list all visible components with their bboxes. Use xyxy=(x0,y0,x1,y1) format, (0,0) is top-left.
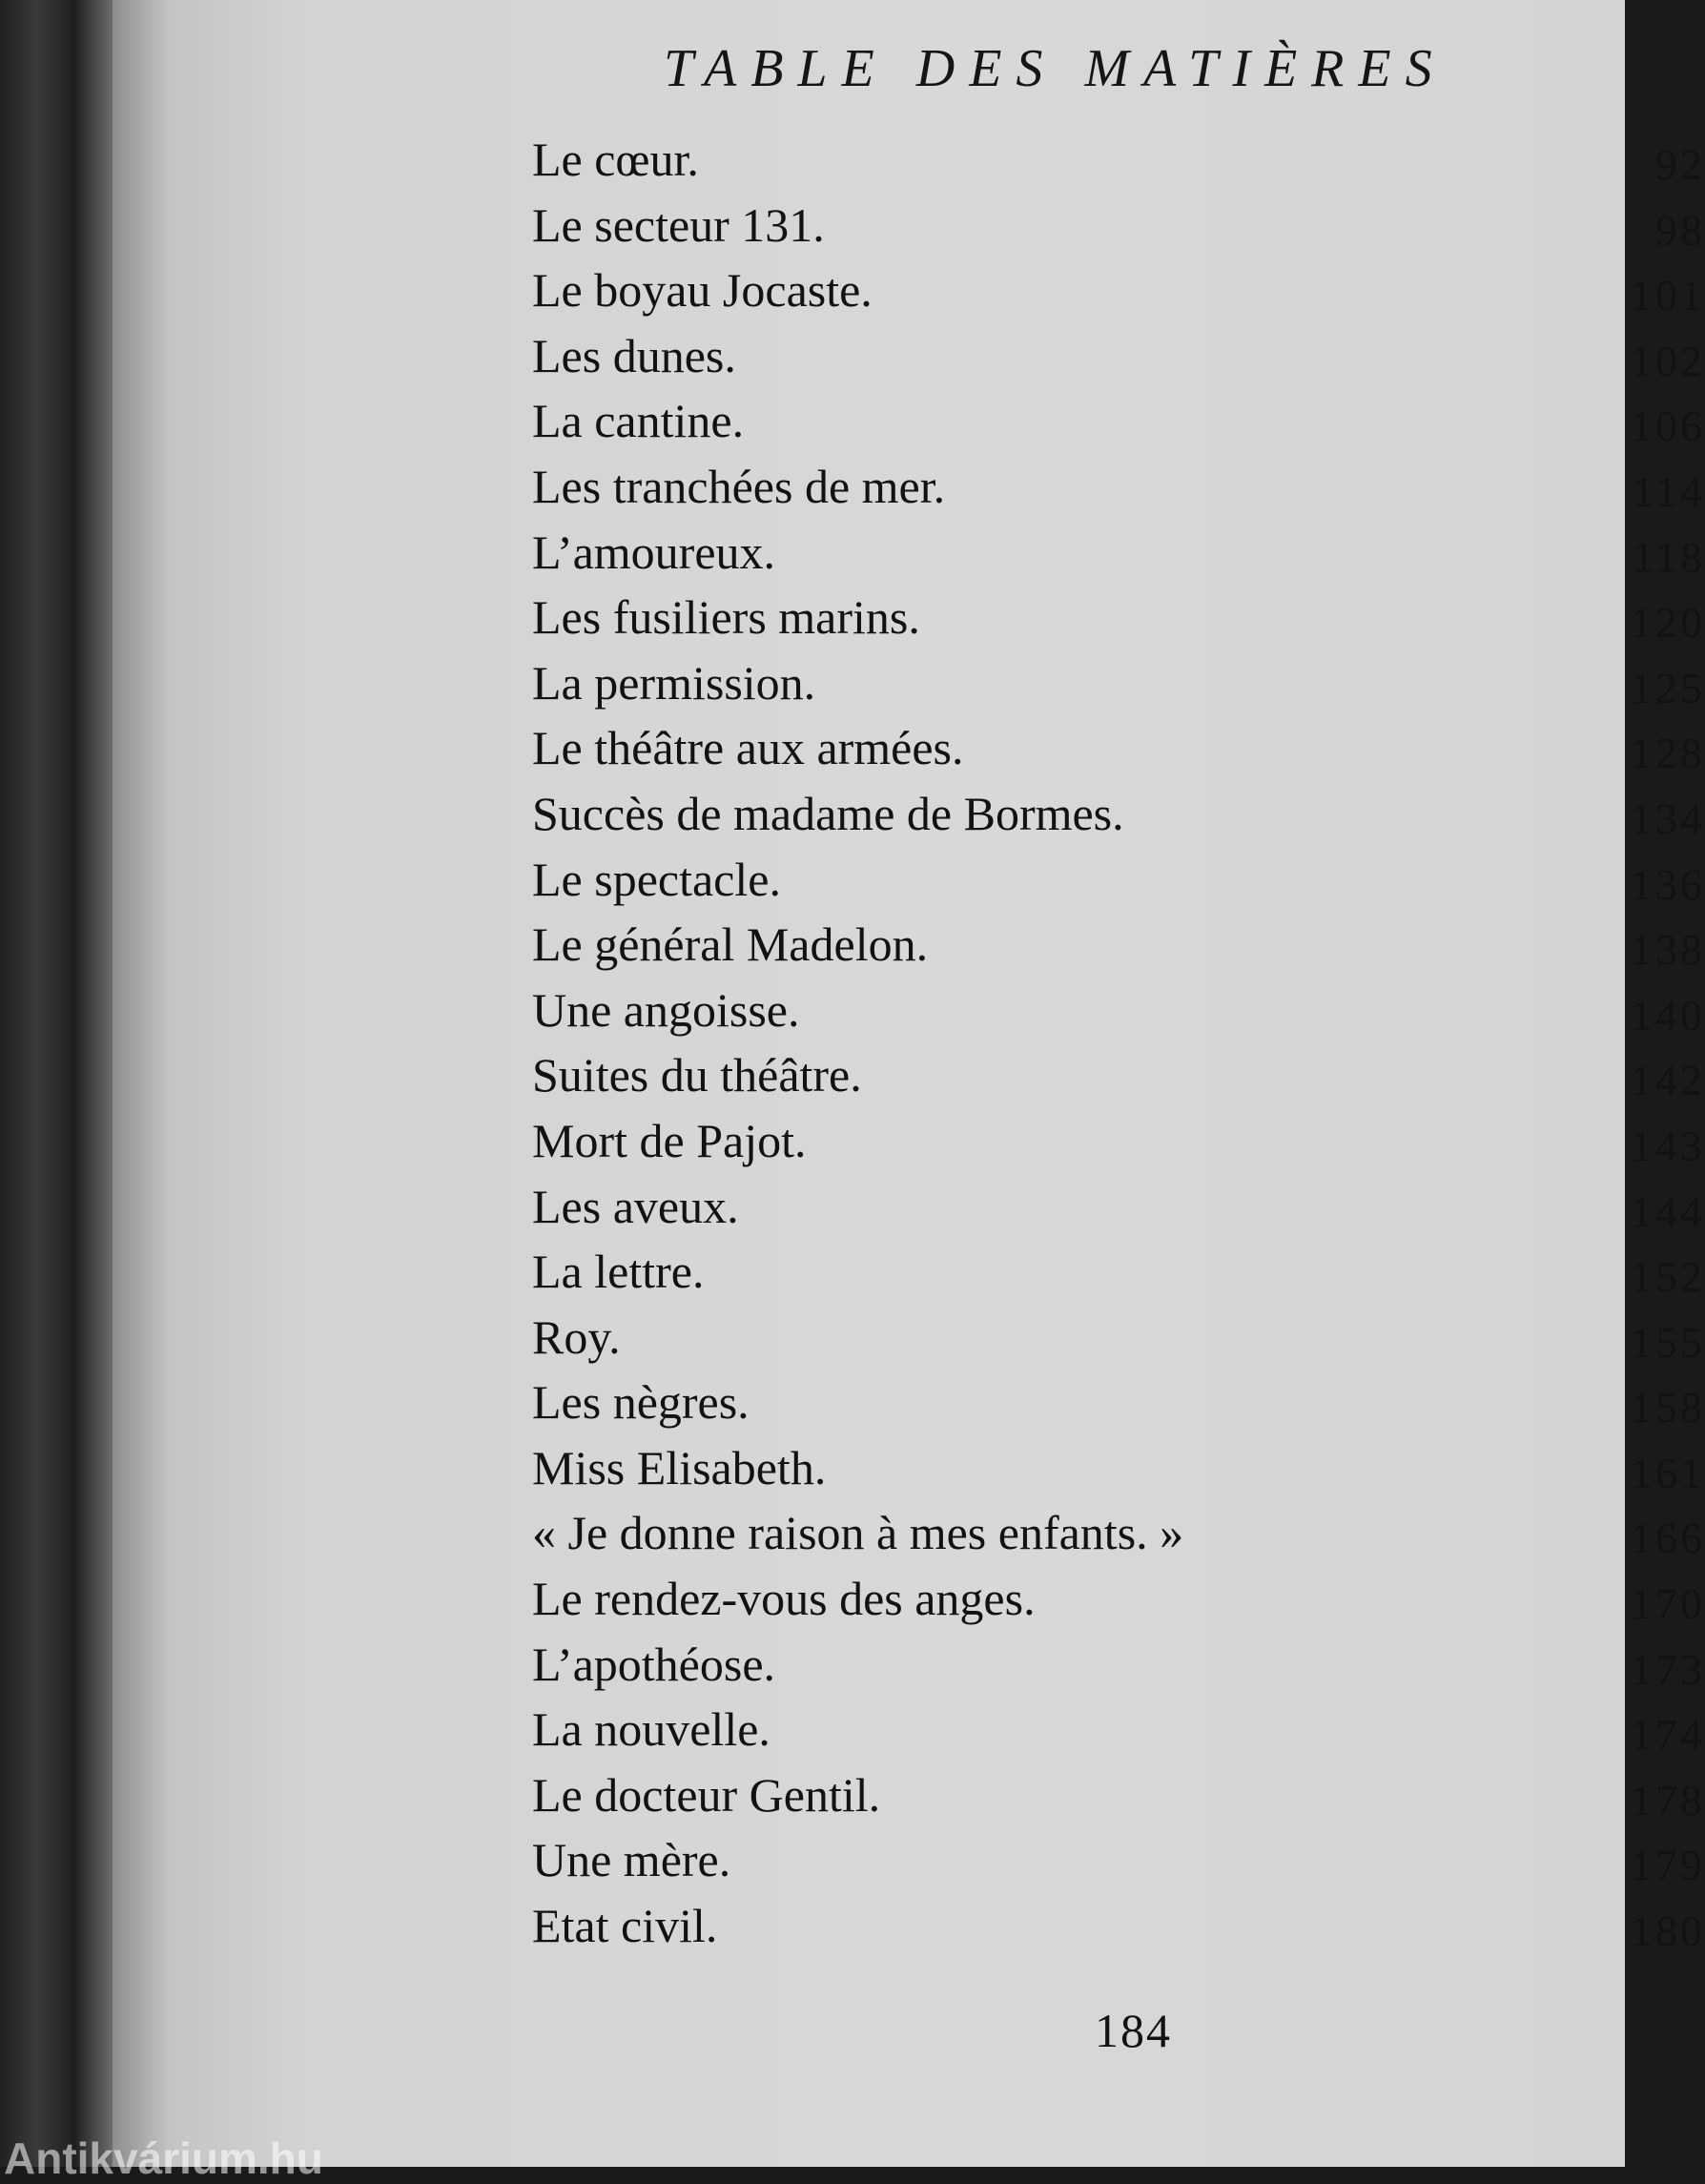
toc-entry-page: 180 xyxy=(1631,1906,1705,1956)
toc-entry-title: Mort de Pajot. xyxy=(532,1113,807,1167)
toc-entry-title: Le théâtre aux armées. xyxy=(532,721,964,775)
toc-entry-page: 178 xyxy=(1631,1775,1705,1824)
toc-entry-title: L’apothéose. xyxy=(532,1637,776,1691)
toc-entry-page: 158 xyxy=(1631,1383,1705,1432)
toc-entry-page: 144 xyxy=(1631,1186,1705,1236)
toc-entry xyxy=(532,655,1705,721)
toc-entry-page: 92 xyxy=(1655,140,1705,189)
toc-entry xyxy=(532,1309,1705,1375)
toc-entry-title: La cantine. xyxy=(532,394,745,448)
toc-entry xyxy=(532,393,1705,459)
toc-entry-page: 125 xyxy=(1631,663,1705,712)
toc-entry-page: 118 xyxy=(1632,532,1705,582)
toc-entry-page: 102 xyxy=(1631,336,1705,385)
toc-entry-title: La permission. xyxy=(532,655,816,710)
toc-entry-page: 161 xyxy=(1631,1448,1705,1497)
watermark: Antikvárium.hu xyxy=(4,2133,323,2183)
toc-entry xyxy=(532,1571,1705,1637)
toc-entry-title: Les nègres. xyxy=(532,1375,750,1430)
toc-entry-page: 134 xyxy=(1631,793,1705,843)
toc-entry-page: 152 xyxy=(1631,1252,1705,1302)
book-binding xyxy=(0,0,119,2167)
toc-entry-page: 106 xyxy=(1631,402,1705,451)
page-title: TABLE DES MATIÈRES xyxy=(664,39,1447,98)
toc-entry-page: 98 xyxy=(1655,205,1705,255)
toc-entry xyxy=(532,1113,1705,1179)
toc-entry xyxy=(532,197,1705,263)
toc-entry-title: L’amoureux. xyxy=(532,525,776,579)
toc-entry-title: Roy. xyxy=(532,1309,621,1364)
toc-entry-title: Etat civil. xyxy=(532,1899,718,1953)
toc-entry-title: Le docteur Gentil. xyxy=(532,1767,881,1822)
toc-entry xyxy=(532,459,1705,525)
toc-entry-page: 173 xyxy=(1631,1644,1705,1694)
toc-entry-title: « Je donne raison à mes enfants. » xyxy=(532,1506,1184,1560)
toc-entry xyxy=(532,786,1705,852)
toc-entry-title: Le rendez-vous des anges. xyxy=(532,1572,1036,1626)
toc-entry-title: Une angoisse. xyxy=(532,982,800,1037)
book-page xyxy=(113,0,1705,2167)
toc-entry xyxy=(532,1047,1705,1113)
toc-entry xyxy=(532,720,1705,786)
toc-entry-page: 142 xyxy=(1631,1056,1705,1105)
toc-entry-title: Une mère. xyxy=(532,1833,731,1887)
toc-entry xyxy=(532,1505,1705,1571)
toc-entry xyxy=(532,1440,1705,1506)
toc-entry-title: Suites du théâtre. xyxy=(532,1048,862,1102)
toc-entry-title: Les tranchées de mer. xyxy=(532,459,946,513)
toc-entry-page: 128 xyxy=(1631,729,1705,778)
toc-entry-title: Le cœur. xyxy=(532,133,699,186)
toc-entry xyxy=(532,1898,1705,1964)
page-number: 184 xyxy=(1095,2004,1172,2057)
toc-entry-title: Le secteur 131. xyxy=(532,197,825,252)
toc-entry xyxy=(532,1374,1705,1440)
toc-entry xyxy=(532,1179,1705,1245)
toc-entry-page: 120 xyxy=(1631,598,1705,648)
toc-entry xyxy=(532,1832,1705,1898)
toc-entry xyxy=(532,262,1705,328)
toc-entry-title: Les fusiliers marins. xyxy=(532,590,920,645)
toc-entry xyxy=(532,1244,1705,1309)
toc-entry xyxy=(532,1637,1705,1702)
toc-entry xyxy=(532,852,1705,917)
toc-entry-title: Succès de madame de Bormes. xyxy=(532,786,1124,840)
toc-entry xyxy=(532,917,1705,982)
toc-entry-title: Le spectacle. xyxy=(532,852,781,906)
toc-entry-title: Le général Madelon. xyxy=(532,917,929,972)
toc-entry-page: 136 xyxy=(1631,859,1705,909)
toc-entry xyxy=(532,982,1705,1048)
toc-entry xyxy=(532,132,1705,197)
toc-entry xyxy=(532,1767,1705,1833)
toc-entry-page: 140 xyxy=(1631,990,1705,1040)
toc-entry-title: Les aveux. xyxy=(532,1179,739,1233)
toc-entry-page: 143 xyxy=(1631,1121,1705,1170)
toc-entry-title: La lettre. xyxy=(532,1245,705,1299)
toc-entry-title: Les dunes. xyxy=(532,328,736,382)
toc-entry-page: 101 xyxy=(1631,271,1705,320)
toc-entry xyxy=(532,525,1705,590)
toc-entry-page: 170 xyxy=(1631,1579,1705,1629)
toc-entry-page: 138 xyxy=(1631,925,1705,975)
toc-entry-page: 114 xyxy=(1632,466,1705,516)
toc-entry-title: Le boyau Jocaste. xyxy=(532,263,873,318)
toc-entry-page: 155 xyxy=(1631,1317,1705,1367)
toc-entry xyxy=(532,328,1705,394)
table-of-contents xyxy=(532,132,1705,1964)
toc-entry-page: 174 xyxy=(1631,1710,1705,1760)
toc-entry-page: 179 xyxy=(1631,1841,1705,1890)
toc-entry-title: Miss Elisabeth. xyxy=(532,1440,827,1494)
toc-entry xyxy=(532,1701,1705,1767)
toc-entry xyxy=(532,589,1705,655)
toc-entry-page: 166 xyxy=(1631,1514,1705,1563)
toc-entry-title: La nouvelle. xyxy=(532,1702,770,1757)
